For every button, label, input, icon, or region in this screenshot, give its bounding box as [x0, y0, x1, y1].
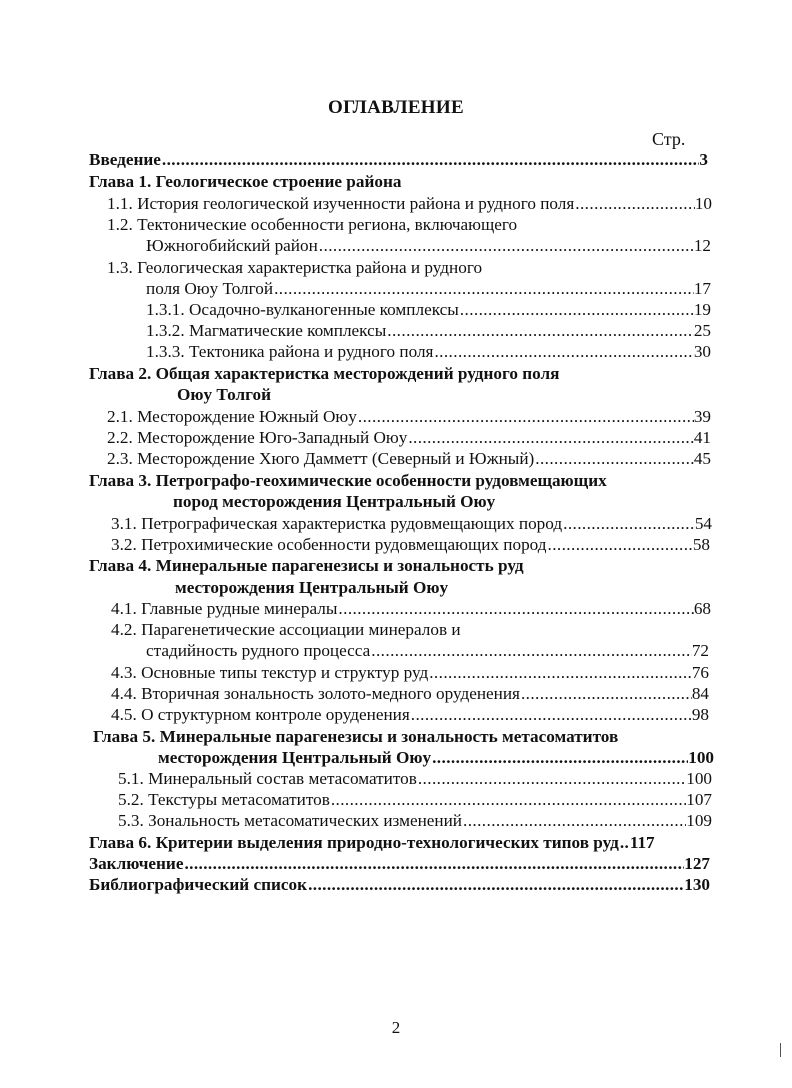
- toc-page-number: 68: [693, 599, 711, 618]
- toc-page-number: 100: [688, 748, 714, 767]
- toc-entry-5-3[interactable]: [118, 810, 712, 832]
- leader-dots: [417, 768, 686, 790]
- leader-dots: [183, 853, 684, 875]
- toc-entry-text: стадийность рудного процесса: [146, 641, 371, 660]
- toc-page-number: 58: [692, 535, 710, 554]
- page-title: ОГЛАВЛЕНИЕ: [328, 97, 464, 118]
- toc-entry-3-2[interactable]: [111, 534, 710, 556]
- toc-entry-text: 5.3. Зональность метасоматических изменений: [118, 811, 463, 830]
- toc-entry-4-5[interactable]: [111, 704, 709, 726]
- leader-dots: [386, 320, 694, 342]
- toc-entry-bibliography[interactable]: [89, 874, 710, 896]
- toc-entry-1-3-line1[interactable]: 1.3. Геологическая характеристка района и рудного: [107, 258, 483, 277]
- toc-entry-4-1[interactable]: [111, 598, 711, 620]
- leader-dots: [462, 810, 686, 832]
- toc-entry-text: Глава 6. Критерии выделения природно-технологических типов руд: [89, 833, 619, 852]
- leader-dots: [318, 235, 694, 257]
- toc-chapter-5-line2[interactable]: [158, 747, 714, 769]
- leader-dots: [330, 789, 686, 811]
- toc-entry-text: поля Оюу Толгой: [146, 279, 274, 298]
- toc-chapter-2-line2[interactable]: Оюу Толгой: [177, 385, 271, 404]
- toc-entry-text: Введение: [89, 150, 161, 169]
- toc-page-number: 19: [693, 300, 711, 319]
- toc-page-number: 45: [693, 449, 711, 468]
- toc-page-number: 10: [694, 194, 712, 213]
- toc-page-number: 39: [693, 407, 711, 426]
- page-column-label: Стр.: [652, 129, 686, 149]
- toc-page-number: 130: [684, 875, 710, 894]
- toc-entry-text: 2.2. Месторождение Юго-Западный Оюу: [107, 428, 408, 447]
- toc-page-number: 17: [693, 279, 711, 298]
- leader-dots: [357, 406, 694, 428]
- toc-entry-text: месторождения Центральный Оюу: [158, 748, 432, 767]
- toc-entry-1-3-1[interactable]: [146, 299, 711, 321]
- toc-entry-text: Южногобийский район: [146, 236, 318, 255]
- toc-entry-text: 1.3.3. Тектоника района и рудного поля: [146, 342, 434, 361]
- toc-entry-text: 4.5. О структурном контроле оруденения: [111, 705, 410, 724]
- toc-entry-4-2-line1[interactable]: 4.2. Парагенетические ассоциации минералов и: [111, 620, 461, 639]
- toc-chapter-4-line2[interactable]: месторождения Центральный Оюу: [175, 578, 449, 597]
- toc-entry-1-3-line2[interactable]: [146, 278, 711, 300]
- toc-chapter-5-line1[interactable]: Глава 5. Минеральные парагенезисы и зональность метасоматитов: [93, 727, 619, 746]
- toc-chapter-3-line1[interactable]: Глава 3. Петрографо-геохимические особенности рудовмещающих: [89, 471, 607, 490]
- toc-page-number: 30: [693, 342, 711, 361]
- page-number: 2: [391, 1018, 401, 1037]
- leader-dots: [520, 683, 692, 705]
- toc-page-number: 12: [693, 236, 711, 255]
- toc-page-number: 107: [686, 790, 712, 809]
- toc-page-number: 98: [691, 705, 709, 724]
- toc-entry-text: 4.4. Вторичная зональность золото-медного оруденения: [111, 684, 520, 703]
- toc-entry-text: 1.3.1. Осадочно-вулканогенные комплексы: [146, 300, 459, 319]
- toc-entry-text: 2.1. Месторождение Южный Оюу: [107, 407, 357, 426]
- scan-edge-mark: [780, 1043, 781, 1057]
- toc-entry-3-1[interactable]: [111, 513, 712, 535]
- toc-page-number: 3: [699, 150, 708, 169]
- leader-dots: [307, 874, 684, 896]
- leader-dots: [370, 640, 692, 662]
- toc-page-number: 84: [691, 684, 709, 703]
- toc-entry-text: Заключение: [89, 854, 184, 873]
- toc-chapter-2-line1[interactable]: Глава 2. Общая характеристка месторождений рудного поля: [89, 364, 560, 383]
- toc-entry-text: 2.3. Месторождение Хюго Дамметт (Северный и Южный): [107, 449, 535, 468]
- toc-page-number: 100: [686, 769, 712, 788]
- toc-entry-text: Библиографический список: [89, 875, 308, 894]
- toc-entry-text: 1.1. История геологической изученности района и рудного поля: [107, 194, 575, 213]
- leader-dots: [431, 747, 688, 769]
- toc-entry-text: 3.1. Петрографическая характеристка рудовмещающих пород: [111, 514, 563, 533]
- leader-dots: [410, 704, 692, 726]
- toc-entry-text: 4.3. Основные типы текстур и структур руд: [111, 663, 429, 682]
- toc-page-number: 41: [693, 428, 711, 447]
- toc-entry-1-2-line2[interactable]: [146, 235, 711, 257]
- toc-page-number: 25: [693, 321, 711, 340]
- toc-page-number: 76: [691, 663, 709, 682]
- toc-page-number: 109: [686, 811, 712, 830]
- toc-entry-2-1[interactable]: [107, 406, 711, 428]
- toc-entry-4-4[interactable]: [111, 683, 709, 705]
- toc-entry-2-3[interactable]: [107, 448, 711, 470]
- toc-chapter-6[interactable]: [89, 832, 709, 854]
- leader-dots: [619, 832, 630, 854]
- toc-entry-text: 1.3.2. Магматические комплексы: [146, 321, 387, 340]
- toc-chapter-4-line1[interactable]: Глава 4. Минеральные парагенезисы и зональность руд: [89, 556, 524, 575]
- leader-dots: [574, 193, 695, 215]
- toc-entry-1-3-2[interactable]: [146, 320, 711, 342]
- toc-entry-text: 5.1. Минеральный состав метасоматитов: [118, 769, 417, 788]
- toc-entry-5-2[interactable]: [118, 789, 712, 811]
- leader-dots: [273, 278, 694, 300]
- toc-entry-4-3[interactable]: [111, 662, 709, 684]
- toc-entry-text: 3.2. Петрохимические особенности рудовмещающих пород: [111, 535, 547, 554]
- toc-entry-1-2-line1[interactable]: 1.2. Тектонические особенности региона, включающего: [107, 215, 518, 234]
- leader-dots: [428, 662, 692, 684]
- leader-dots: [459, 299, 694, 321]
- leader-dots: [433, 341, 693, 363]
- toc-chapter-1[interactable]: Глава 1. Геологическое строение района: [89, 172, 402, 191]
- toc-entry-1-1[interactable]: [107, 193, 712, 215]
- toc-entry-2-2[interactable]: [107, 427, 711, 449]
- leader-dots: [547, 534, 693, 556]
- toc-entry-text: 5.2. Текстуры метасоматитов: [118, 790, 330, 809]
- toc-page-number: 127: [684, 854, 710, 873]
- toc-entry-text: 4.1. Главные рудные минералы: [111, 599, 338, 618]
- toc-entry-4-2-line2[interactable]: [146, 640, 709, 662]
- leader-dots: [337, 598, 693, 620]
- leader-dots: [534, 448, 694, 470]
- leader-dots: [161, 149, 700, 171]
- toc-page-number: 117: [629, 833, 655, 852]
- toc-entry-1-3-3[interactable]: [146, 341, 711, 363]
- leader-dots: [562, 513, 695, 535]
- toc-entry-conclusion[interactable]: [89, 853, 710, 875]
- toc-entry-5-1[interactable]: [118, 768, 712, 790]
- toc-page-number: 72: [691, 641, 709, 660]
- toc-chapter-3-line2[interactable]: пород месторождения Центральный Оюу: [173, 492, 496, 511]
- toc-page-number: 54: [694, 514, 712, 533]
- toc-entry-intro[interactable]: [89, 149, 708, 171]
- leader-dots: [407, 427, 694, 449]
